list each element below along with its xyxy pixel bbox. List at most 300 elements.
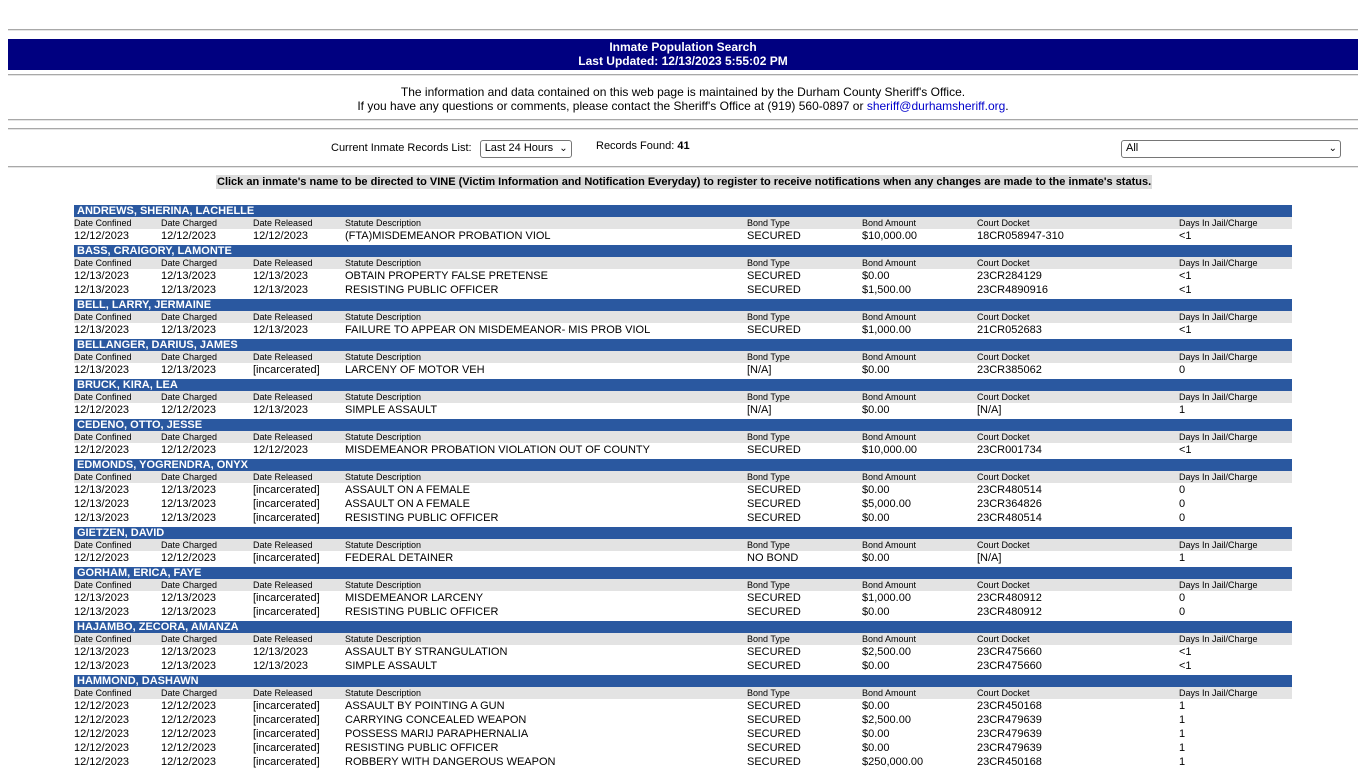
bond-type-cell: [N/A] [747, 404, 772, 416]
column-header-bond-amount: Bond Amount [862, 312, 917, 322]
date-confined-cell: 12/13/2023 [74, 646, 130, 658]
date-charged-cell: 12/12/2023 [161, 552, 217, 564]
column-header-statute-description: Statute Description [345, 432, 422, 442]
column-header-court-docket: Court Docket [977, 634, 1030, 644]
bond-amount-cell: $0.00 [862, 512, 890, 524]
table-row [74, 591, 1292, 605]
statute-description-cell: (FTA)MISDEMEANOR PROBATION VIOL [345, 230, 551, 242]
table-row [74, 659, 1292, 673]
column-header-days-in-jail: Days In Jail/Charge [1179, 258, 1258, 268]
table-row [74, 727, 1292, 741]
vine-notice: Click an inmate's name to be directed to VINE (Victim Information and Notification Everyday) to register to receive notifications when any changes are made to the inmate's status. [217, 176, 1152, 188]
bond-amount-cell: $10,000.00 [862, 444, 918, 456]
column-header-statute-description: Statute Description [345, 258, 422, 268]
column-header-court-docket: Court Docket [977, 258, 1030, 268]
date-charged-cell: 12/13/2023 [161, 270, 217, 282]
column-header-date-charged: Date Charged [161, 688, 218, 698]
page-title: Inmate Population Search [609, 40, 757, 54]
bond-type-cell: SECURED [747, 606, 801, 618]
date-released-cell: 12/13/2023 [253, 284, 309, 296]
date-charged-cell: 12/13/2023 [161, 484, 217, 496]
column-header-bond-type: Bond Type [747, 540, 790, 550]
statute-description-cell: CARRYING CONCEALED WEAPON [345, 714, 527, 726]
info-block [8, 85, 1358, 113]
inmate-name-link[interactable]: CEDENO, OTTO, JESSE [74, 419, 1292, 431]
column-header-date-released: Date Released [253, 688, 313, 698]
column-header-days-in-jail: Days In Jail/Charge [1179, 580, 1258, 590]
column-header-date-confined: Date Confined [74, 688, 132, 698]
records-list-control [331, 140, 572, 160]
bond-type-cell: SECURED [747, 700, 801, 712]
statute-description-cell: FAILURE TO APPEAR ON MISDEMEANOR- MIS PROB VIOL [345, 324, 651, 336]
days-in-jail-cell: <1 [1179, 270, 1192, 282]
date-confined-cell: 12/13/2023 [74, 606, 130, 618]
bond-type-cell: SECURED [747, 742, 801, 754]
days-in-jail-cell: 1 [1179, 742, 1186, 754]
table-row [74, 605, 1292, 619]
column-header-statute-description: Statute Description [345, 352, 422, 362]
date-confined-cell: 12/12/2023 [74, 728, 130, 740]
date-charged-cell: 12/13/2023 [161, 512, 217, 524]
days-in-jail-cell: 0 [1179, 592, 1186, 604]
date-released-cell: 12/12/2023 [253, 444, 309, 456]
column-header-court-docket: Court Docket [977, 688, 1030, 698]
bond-type-cell: SECURED [747, 646, 801, 658]
records-found-count: 41 [677, 140, 690, 152]
statute-description-cell: ASSAULT ON A FEMALE [345, 484, 470, 496]
days-in-jail-cell: <1 [1179, 444, 1192, 456]
date-charged-cell: 12/13/2023 [161, 364, 217, 376]
column-header-date-charged: Date Charged [161, 540, 218, 550]
date-confined-cell: 12/13/2023 [74, 512, 130, 524]
bond-amount-cell: $250,000.00 [862, 756, 924, 768]
court-docket-cell: 23CR4890916 [977, 284, 1048, 296]
statute-description-cell: SIMPLE ASSAULT [345, 404, 438, 416]
column-header-court-docket: Court Docket [977, 352, 1030, 362]
table-row [74, 323, 1292, 337]
days-in-jail-cell: 1 [1179, 728, 1186, 740]
days-in-jail-cell: <1 [1179, 646, 1192, 658]
column-header-bond-amount: Bond Amount [862, 258, 917, 268]
bond-type-cell: SECURED [747, 324, 801, 336]
court-docket-cell: 23CR364826 [977, 498, 1042, 510]
date-charged-cell: 12/13/2023 [161, 498, 217, 510]
column-header-row [74, 471, 1292, 483]
statute-description-cell: RESISTING PUBLIC OFFICER [345, 512, 499, 524]
column-header-bond-type: Bond Type [747, 688, 790, 698]
table-row [74, 283, 1292, 297]
table-row [74, 645, 1292, 659]
column-header-bond-amount: Bond Amount [862, 218, 917, 228]
records-list-value: Last 24 Hours [484, 142, 554, 154]
column-header-bond-amount: Bond Amount [862, 352, 917, 362]
column-header-court-docket: Court Docket [977, 580, 1030, 590]
column-header-bond-amount: Bond Amount [862, 580, 917, 590]
statute-description-cell: SIMPLE ASSAULT [345, 660, 438, 672]
days-in-jail-cell: 0 [1179, 606, 1186, 618]
column-header-row [74, 311, 1292, 323]
column-header-bond-amount: Bond Amount [862, 472, 917, 482]
bond-amount-cell: $1,500.00 [862, 284, 911, 296]
court-docket-cell: 23CR284129 [977, 270, 1042, 282]
last-updated: Last Updated: 12/13/2023 5:55:02 PM [578, 54, 788, 68]
column-header-days-in-jail: Days In Jail/Charge [1179, 540, 1258, 550]
column-header-date-charged: Date Charged [161, 472, 218, 482]
date-released-cell: 12/12/2023 [253, 230, 309, 242]
date-confined-cell: 12/13/2023 [74, 484, 130, 496]
date-released-cell: 12/13/2023 [253, 270, 309, 282]
statute-description-cell: MISDEMEANOR LARCENY [345, 592, 484, 604]
inmate-name-link[interactable]: EDMONDS, YOGRENDRA, ONYX [74, 459, 1292, 471]
column-header-date-charged: Date Charged [161, 352, 218, 362]
info-suffix: . [1005, 99, 1009, 113]
court-docket-cell: [N/A] [977, 552, 1002, 564]
column-header-date-confined: Date Confined [74, 258, 132, 268]
column-header-court-docket: Court Docket [977, 540, 1030, 550]
column-header-days-in-jail: Days In Jail/Charge [1179, 634, 1258, 644]
date-released-cell: [incarcerated] [253, 512, 320, 524]
column-header-statute-description: Statute Description [345, 218, 422, 228]
court-docket-cell: 23CR479639 [977, 714, 1042, 726]
days-in-jail-cell: 1 [1179, 552, 1186, 564]
statute-description-cell: OBTAIN PROPERTY FALSE PRETENSE [345, 270, 548, 282]
chevron-down-icon: ⌄ [1328, 143, 1337, 154]
column-header-date-confined: Date Confined [74, 472, 132, 482]
date-charged-cell: 12/12/2023 [161, 444, 217, 456]
table-row [74, 497, 1292, 511]
date-confined-cell: 12/12/2023 [74, 714, 130, 726]
column-header-days-in-jail: Days In Jail/Charge [1179, 312, 1258, 322]
bond-type-cell: SECURED [747, 484, 801, 496]
bond-type-cell: NO BOND [747, 552, 799, 564]
bond-type-cell: SECURED [747, 444, 801, 456]
bond-type-cell: [N/A] [747, 364, 772, 376]
column-header-row [74, 391, 1292, 403]
date-charged-cell: 12/13/2023 [161, 646, 217, 658]
statute-description-cell: RESISTING PUBLIC OFFICER [345, 606, 499, 618]
inmate-name-link[interactable]: BASS, CRAIGORY, LAMONTE [74, 245, 1292, 257]
date-charged-cell: 12/12/2023 [161, 700, 217, 712]
court-docket-cell: 23CR450168 [977, 756, 1042, 768]
date-released-cell: [incarcerated] [253, 714, 320, 726]
days-in-jail-cell: 1 [1179, 714, 1186, 726]
column-header-court-docket: Court Docket [977, 218, 1030, 228]
date-charged-cell: 12/12/2023 [161, 756, 217, 768]
days-in-jail-cell: 1 [1179, 700, 1186, 712]
column-header-date-released: Date Released [253, 312, 313, 322]
column-header-date-released: Date Released [253, 352, 313, 362]
inmate-name-link[interactable]: HAMMOND, DASHAWN [74, 675, 1292, 687]
date-confined-cell: 12/12/2023 [74, 552, 130, 564]
bond-amount-cell: $1,000.00 [862, 592, 911, 604]
date-charged-cell: 12/12/2023 [161, 728, 217, 740]
column-header-date-confined: Date Confined [74, 312, 132, 322]
column-header-statute-description: Statute Description [345, 472, 422, 482]
date-confined-cell: 12/13/2023 [74, 324, 130, 336]
column-header-date-released: Date Released [253, 432, 313, 442]
date-confined-cell: 12/13/2023 [74, 270, 130, 282]
statute-description-cell: RESISTING PUBLIC OFFICER [345, 284, 499, 296]
days-in-jail-cell: 0 [1179, 364, 1186, 376]
column-header-date-confined: Date Confined [74, 580, 132, 590]
statute-description-cell: ROBBERY WITH DANGEROUS WEAPON [345, 756, 556, 768]
bond-amount-cell: $0.00 [862, 364, 890, 376]
column-header-date-confined: Date Confined [74, 540, 132, 550]
column-header-days-in-jail: Days In Jail/Charge [1179, 352, 1258, 362]
statute-description-cell: ASSAULT ON A FEMALE [345, 498, 470, 510]
statute-description-cell: ASSAULT BY STRANGULATION [345, 646, 508, 658]
date-released-cell: [incarcerated] [253, 592, 320, 604]
column-header-statute-description: Statute Description [345, 540, 422, 550]
court-docket-cell: 23CR001734 [977, 444, 1042, 456]
date-confined-cell: 12/12/2023 [74, 756, 130, 768]
column-header-bond-type: Bond Type [747, 634, 790, 644]
column-header-row [74, 539, 1292, 551]
date-charged-cell: 12/12/2023 [161, 714, 217, 726]
days-in-jail-cell: 0 [1179, 484, 1186, 496]
column-header-date-released: Date Released [253, 392, 313, 402]
table-row [74, 229, 1292, 243]
column-header-days-in-jail: Days In Jail/Charge [1179, 218, 1258, 228]
column-header-row [74, 579, 1292, 591]
filter-value: All [1126, 142, 1139, 154]
column-header-bond-amount: Bond Amount [862, 688, 917, 698]
records-found [596, 140, 690, 160]
column-header-bond-amount: Bond Amount [862, 634, 917, 644]
table-row [74, 699, 1292, 713]
column-header-row [74, 431, 1292, 443]
days-in-jail-cell: 1 [1179, 404, 1186, 416]
court-docket-cell: 18CR058947-310 [977, 230, 1064, 242]
column-header-days-in-jail: Days In Jail/Charge [1179, 472, 1258, 482]
column-header-date-released: Date Released [253, 218, 313, 228]
days-in-jail-cell: <1 [1179, 660, 1192, 672]
date-released-cell: [incarcerated] [253, 552, 320, 564]
bond-amount-cell: $0.00 [862, 552, 890, 564]
date-charged-cell: 12/13/2023 [161, 660, 217, 672]
table-row [74, 755, 1292, 768]
column-header-days-in-jail: Days In Jail/Charge [1179, 432, 1258, 442]
column-header-bond-type: Bond Type [747, 392, 790, 402]
column-header-date-charged: Date Charged [161, 312, 218, 322]
bond-type-cell: SECURED [747, 498, 801, 510]
column-header-row [74, 257, 1292, 269]
inmate-records [74, 203, 1292, 768]
column-header-court-docket: Court Docket [977, 432, 1030, 442]
info-contact-text: If you have any questions or comments, please contact the Sheriff's Office at (919) 560-0897 or [357, 99, 864, 113]
court-docket-cell: [N/A] [977, 404, 1002, 416]
chevron-down-icon: ⌄ [559, 143, 568, 154]
bond-amount-cell: $10,000.00 [862, 230, 918, 242]
date-charged-cell: 12/12/2023 [161, 230, 217, 242]
court-docket-cell: 23CR480514 [977, 484, 1042, 496]
date-charged-cell: 12/13/2023 [161, 284, 217, 296]
column-header-row [74, 351, 1292, 363]
inmate-name-link[interactable]: BRUCK, KIRA, LEA [74, 379, 1292, 391]
date-confined-cell: 12/13/2023 [74, 592, 130, 604]
bond-type-cell: SECURED [747, 512, 801, 524]
date-charged-cell: 12/12/2023 [161, 742, 217, 754]
date-confined-cell: 12/12/2023 [74, 700, 130, 712]
statute-description-cell: POSSESS MARIJ PARAPHERNALIA [345, 728, 529, 740]
court-docket-cell: 23CR479639 [977, 728, 1042, 740]
column-header-statute-description: Statute Description [345, 580, 422, 590]
table-row [74, 713, 1292, 727]
court-docket-cell: 23CR480912 [977, 606, 1042, 618]
column-header-date-confined: Date Confined [74, 218, 132, 228]
column-header-days-in-jail: Days In Jail/Charge [1179, 688, 1258, 698]
info-line-2 [8, 99, 1358, 113]
filter-control [1121, 140, 1341, 160]
bond-type-cell: SECURED [747, 284, 801, 296]
column-header-date-charged: Date Charged [161, 392, 218, 402]
column-header-bond-amount: Bond Amount [862, 432, 917, 442]
bond-type-cell: SECURED [747, 592, 801, 604]
inmate-name-link[interactable]: HAJAMBO, ZECORA, AMANZA [74, 621, 1292, 633]
statute-description-cell: ASSAULT BY POINTING A GUN [345, 700, 505, 712]
table-row [74, 551, 1292, 565]
days-in-jail-cell: 0 [1179, 512, 1186, 524]
days-in-jail-cell: <1 [1179, 230, 1192, 242]
column-header-date-released: Date Released [253, 540, 313, 550]
bond-amount-cell: $0.00 [862, 700, 890, 712]
column-header-court-docket: Court Docket [977, 392, 1030, 402]
bond-amount-cell: $0.00 [862, 606, 890, 618]
column-header-date-confined: Date Confined [74, 634, 132, 644]
court-docket-cell: 23CR480514 [977, 512, 1042, 524]
column-header-bond-type: Bond Type [747, 472, 790, 482]
divider [8, 128, 1358, 130]
bond-amount-cell: $5,000.00 [862, 498, 911, 510]
statute-description-cell: RESISTING PUBLIC OFFICER [345, 742, 499, 754]
inmate-name-link[interactable]: GORHAM, ERICA, FAYE [74, 567, 1292, 579]
column-header-date-confined: Date Confined [74, 352, 132, 362]
bond-type-cell: SECURED [747, 230, 801, 242]
records-list-label: Current Inmate Records List: [331, 142, 472, 154]
court-docket-cell: 23CR385062 [977, 364, 1042, 376]
column-header-bond-type: Bond Type [747, 352, 790, 362]
column-header-date-released: Date Released [253, 634, 313, 644]
days-in-jail-cell: 0 [1179, 498, 1186, 510]
court-docket-cell: 23CR475660 [977, 660, 1042, 672]
date-charged-cell: 12/13/2023 [161, 324, 217, 336]
bond-amount-cell: $0.00 [862, 742, 890, 754]
date-confined-cell: 12/12/2023 [74, 742, 130, 754]
date-charged-cell: 12/13/2023 [161, 592, 217, 604]
statute-description-cell: LARCENY OF MOTOR VEH [345, 364, 485, 376]
inmate-name-link[interactable]: BELLANGER, DARIUS, JAMES [74, 339, 1292, 351]
column-header-row [74, 217, 1292, 229]
date-charged-cell: 12/13/2023 [161, 606, 217, 618]
table-row [74, 363, 1292, 377]
date-released-cell: [incarcerated] [253, 364, 320, 376]
date-confined-cell: 12/13/2023 [74, 498, 130, 510]
date-confined-cell: 12/12/2023 [74, 230, 130, 242]
column-header-date-released: Date Released [253, 580, 313, 590]
top-divider [8, 29, 1358, 31]
column-header-bond-type: Bond Type [747, 218, 790, 228]
date-confined-cell: 12/12/2023 [74, 404, 130, 416]
date-released-cell: [incarcerated] [253, 498, 320, 510]
bond-amount-cell: $0.00 [862, 728, 890, 740]
bond-amount-cell: $0.00 [862, 404, 890, 416]
column-header-bond-type: Bond Type [747, 312, 790, 322]
days-in-jail-cell: 1 [1179, 756, 1186, 768]
column-header-row [74, 687, 1292, 699]
column-header-court-docket: Court Docket [977, 472, 1030, 482]
column-header-row [74, 633, 1292, 645]
filter-select[interactable] [1121, 140, 1341, 158]
bond-amount-cell: $2,500.00 [862, 714, 911, 726]
inmate-name-link[interactable]: ANDREWS, SHERINA, LACHELLE [74, 205, 1292, 217]
column-header-bond-amount: Bond Amount [862, 392, 917, 402]
date-confined-cell: 12/13/2023 [74, 660, 130, 672]
date-charged-cell: 12/12/2023 [161, 404, 217, 416]
divider [8, 74, 1358, 76]
bond-type-cell: SECURED [747, 714, 801, 726]
date-confined-cell: 12/13/2023 [74, 284, 130, 296]
date-confined-cell: 12/13/2023 [74, 364, 130, 376]
inmate-name-link[interactable]: BELL, LARRY, JERMAINE [74, 299, 1292, 311]
column-header-date-confined: Date Confined [74, 392, 132, 402]
title-banner [8, 39, 1358, 70]
column-header-date-charged: Date Charged [161, 218, 218, 228]
table-row [74, 511, 1292, 525]
column-header-date-charged: Date Charged [161, 432, 218, 442]
days-in-jail-cell: <1 [1179, 284, 1192, 296]
bond-type-cell: SECURED [747, 728, 801, 740]
column-header-bond-type: Bond Type [747, 258, 790, 268]
date-released-cell: 12/13/2023 [253, 646, 309, 658]
court-docket-cell: 23CR450168 [977, 700, 1042, 712]
column-header-court-docket: Court Docket [977, 312, 1030, 322]
divider [8, 119, 1358, 121]
bond-amount-cell: $0.00 [862, 484, 890, 496]
date-released-cell: [incarcerated] [253, 728, 320, 740]
date-released-cell: [incarcerated] [253, 484, 320, 496]
bond-type-cell: SECURED [747, 660, 801, 672]
column-header-bond-type: Bond Type [747, 432, 790, 442]
records-found-label: Records Found: [596, 140, 675, 152]
column-header-date-confined: Date Confined [74, 432, 132, 442]
column-header-statute-description: Statute Description [345, 392, 422, 402]
bond-amount-cell: $1,000.00 [862, 324, 911, 336]
column-header-statute-description: Statute Description [345, 312, 422, 322]
statute-description-cell: MISDEMEANOR PROBATION VIOLATION OUT OF COUNTY [345, 444, 650, 456]
table-row [74, 403, 1292, 417]
date-confined-cell: 12/12/2023 [74, 444, 130, 456]
bond-amount-cell: $2,500.00 [862, 646, 911, 658]
email-link[interactable]: sheriff@durhamsheriff.org [866, 99, 1006, 113]
column-header-date-charged: Date Charged [161, 580, 218, 590]
court-docket-cell: 23CR479639 [977, 742, 1042, 754]
column-header-bond-type: Bond Type [747, 580, 790, 590]
table-row [74, 269, 1292, 283]
table-row [74, 443, 1292, 457]
date-released-cell: 12/13/2023 [253, 404, 309, 416]
date-released-cell: [incarcerated] [253, 756, 320, 768]
records-list-select[interactable] [480, 140, 572, 158]
bond-type-cell: SECURED [747, 270, 801, 282]
bond-amount-cell: $0.00 [862, 660, 890, 672]
bond-type-cell: SECURED [747, 756, 801, 768]
days-in-jail-cell: <1 [1179, 324, 1192, 336]
column-header-statute-description: Statute Description [345, 634, 422, 644]
column-header-date-charged: Date Charged [161, 258, 218, 268]
inmate-name-link[interactable]: GIETZEN, DAVID [74, 527, 1292, 539]
date-released-cell: [incarcerated] [253, 700, 320, 712]
column-header-date-charged: Date Charged [161, 634, 218, 644]
